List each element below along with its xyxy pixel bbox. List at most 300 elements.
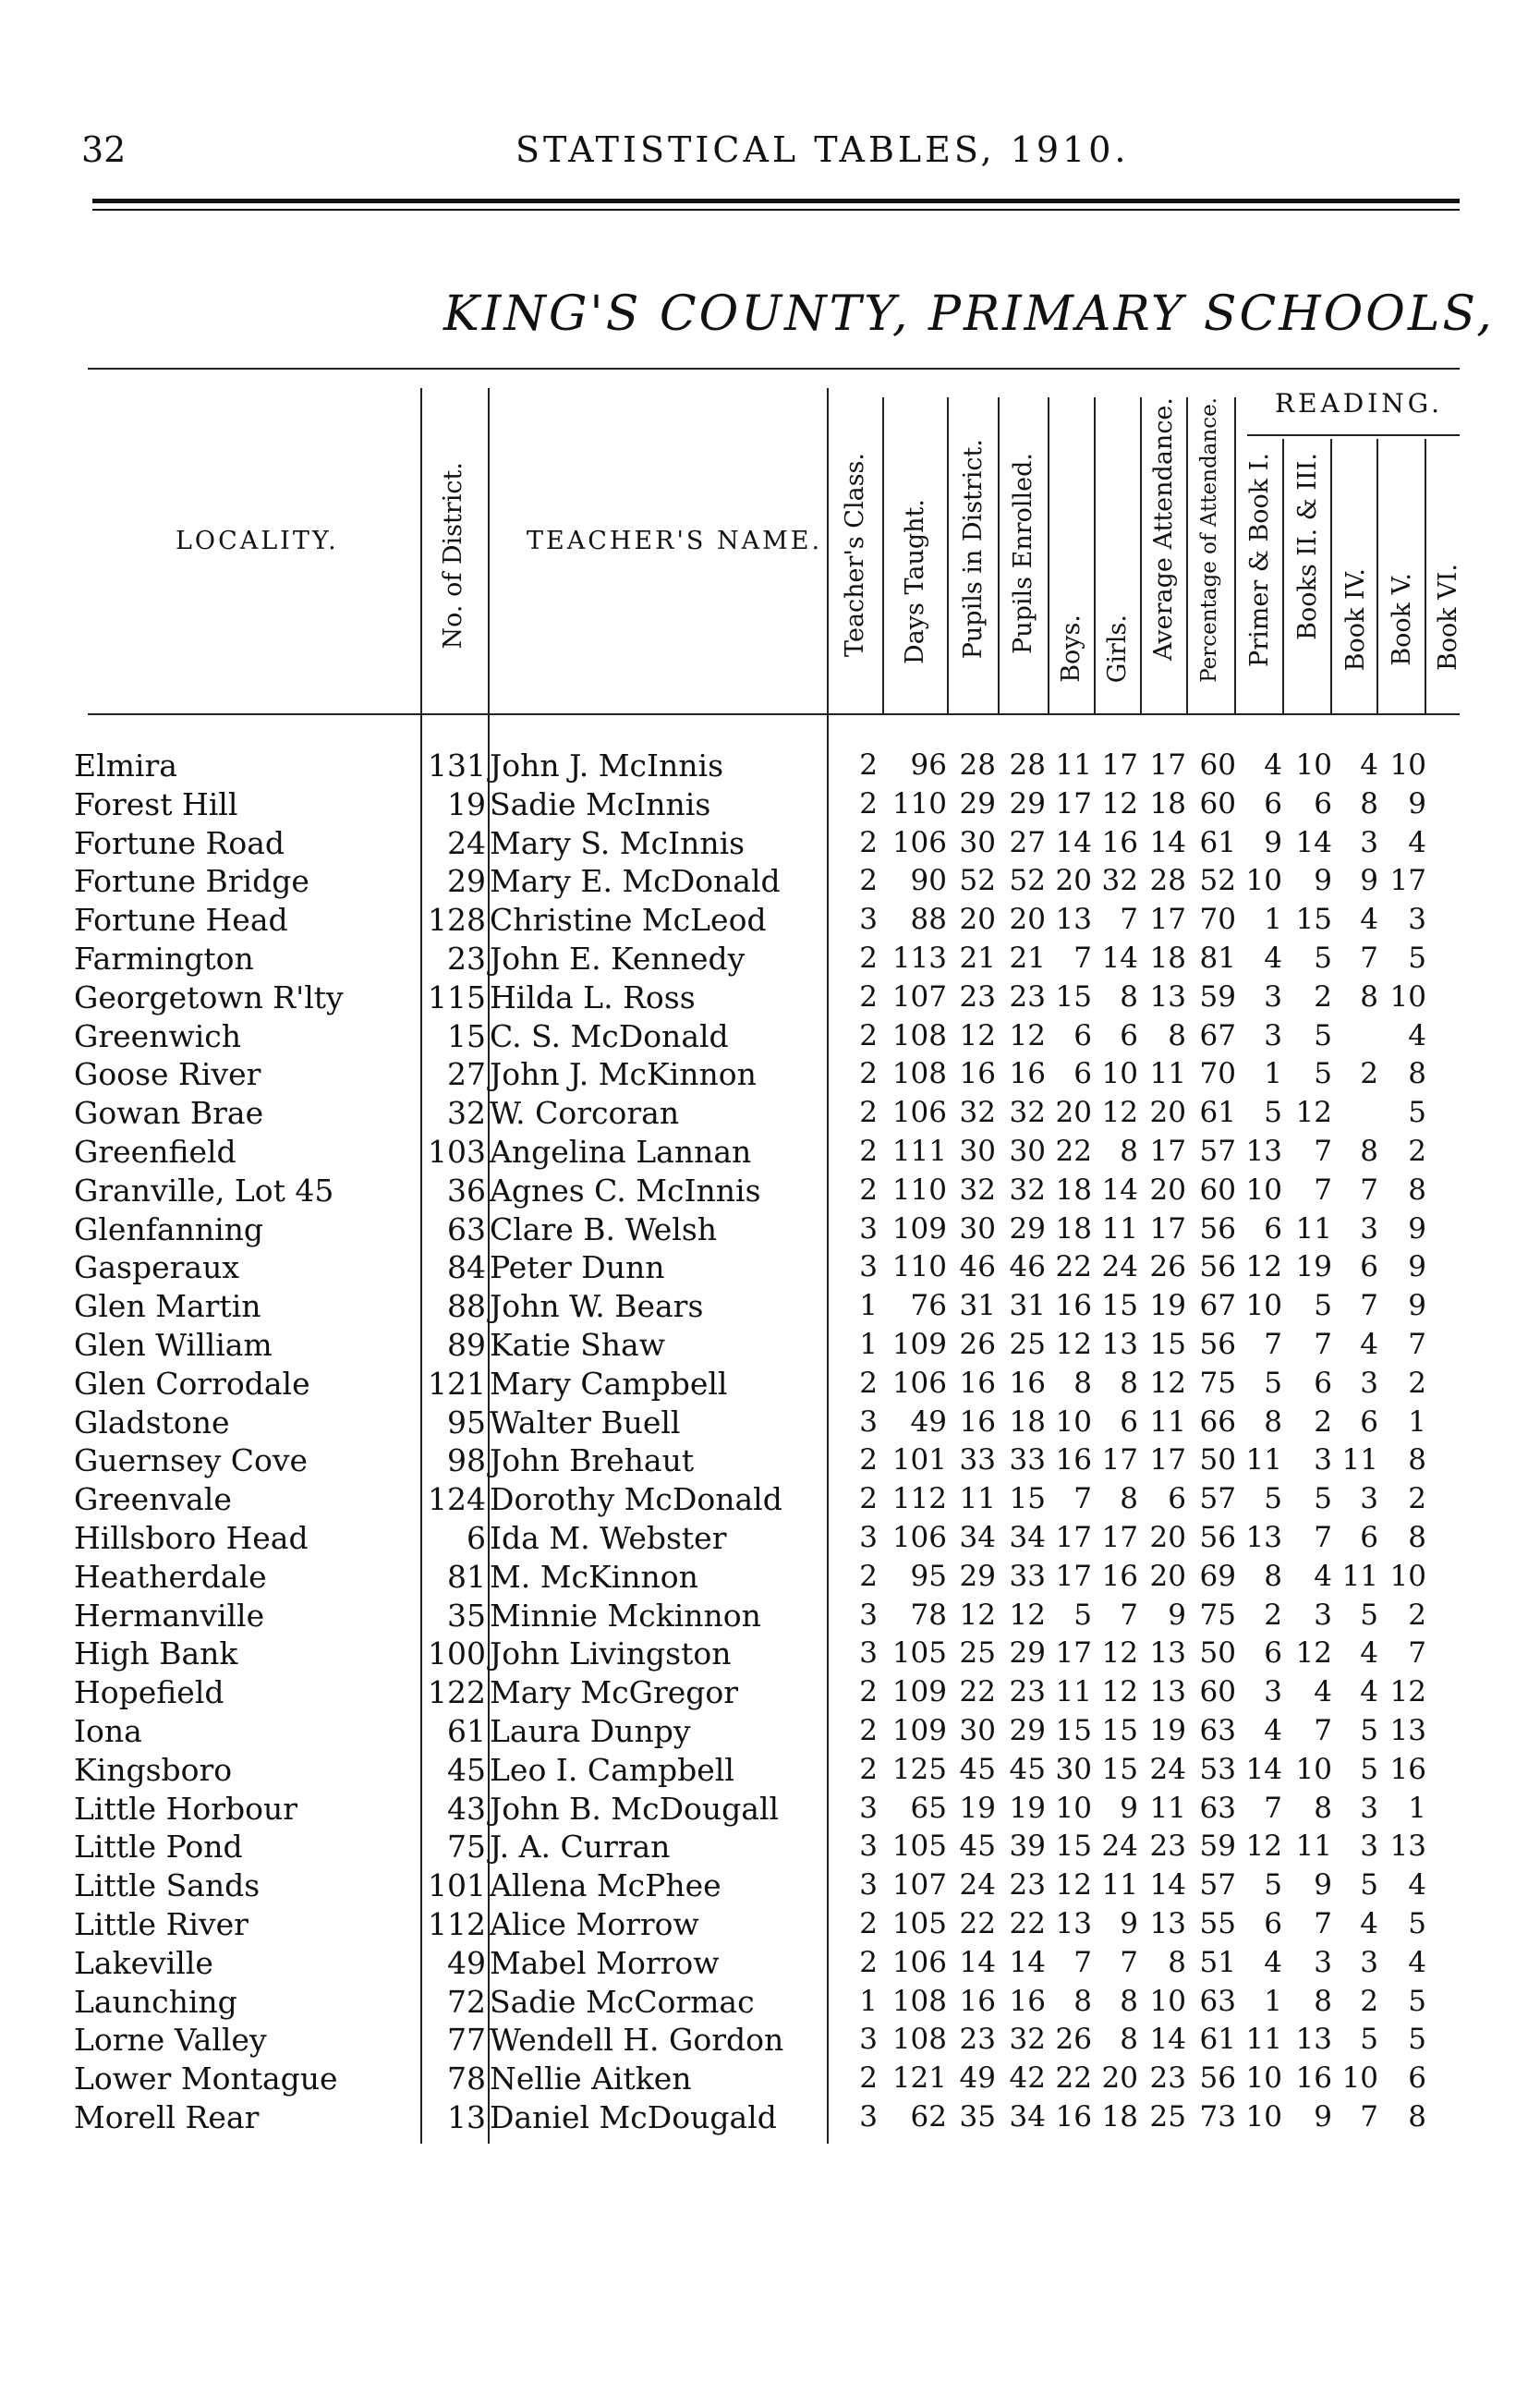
cell-girls: 10 (1101, 1057, 1138, 1091)
table-row (0, 1287, 1540, 1326)
cell-district: 35 (447, 1597, 486, 1634)
cell-district: 101 (428, 1867, 486, 1904)
cell-locality: Guernsey Cove (74, 1442, 309, 1479)
cell-enrolled: 29 (1009, 1636, 1046, 1671)
cell-b23: 5 (1314, 941, 1332, 975)
cell-class: 2 (859, 1559, 878, 1593)
cell-primer: 5 (1264, 1096, 1282, 1130)
cell-b4: 7 (1360, 1173, 1378, 1207)
cell-pct: 66 (1199, 1404, 1236, 1439)
cell-boys: 16 (1055, 1443, 1092, 1477)
cell-district: 122 (428, 1674, 486, 1711)
header-average-attendance: Average Attendance. (1149, 397, 1178, 662)
cell-in-district: 30 (959, 1134, 996, 1168)
cell-enrolled: 12 (1009, 1018, 1046, 1052)
cell-enrolled: 14 (1009, 1945, 1046, 1979)
cell-girls: 24 (1101, 1250, 1138, 1284)
cell-district: 98 (447, 1442, 486, 1479)
cell-enrolled: 18 (1009, 1404, 1046, 1439)
cell-teacher: John E. Kennedy (490, 940, 746, 977)
cell-b4: 5 (1360, 1598, 1378, 1632)
cell-b5: 16 (1389, 1752, 1426, 1786)
cell-class: 2 (859, 1173, 878, 1207)
cell-b23: 8 (1314, 1984, 1332, 2018)
cell-locality: Gasperaux (74, 1249, 239, 1286)
cell-teacher: Christine McLeod (490, 902, 767, 939)
cell-avg: 13 (1149, 1675, 1186, 1709)
cell-days: 106 (891, 1520, 947, 1554)
cell-b4: 3 (1360, 1211, 1378, 1246)
cell-primer: 1 (1264, 1057, 1282, 1091)
cell-locality: Hillsboro Head (74, 1519, 309, 1556)
cell-days: 76 (910, 1289, 947, 1323)
cell-primer: 2 (1264, 1598, 1282, 1632)
cell-girls: 11 (1101, 1211, 1138, 1246)
cell-pct: 56 (1199, 1250, 1236, 1284)
cell-class: 3 (859, 1250, 878, 1284)
cell-pct: 67 (1199, 1289, 1236, 1323)
cell-primer: 3 (1264, 1675, 1282, 1709)
cell-girls: 6 (1120, 1404, 1138, 1439)
cell-b4: 6 (1360, 1250, 1378, 1284)
cell-primer: 14 (1245, 1752, 1282, 1786)
cell-boys: 8 (1073, 1366, 1092, 1400)
cell-in-district: 29 (959, 786, 996, 821)
cell-district: 61 (447, 1712, 486, 1749)
cell-b4: 4 (1360, 1636, 1378, 1671)
cell-primer: 10 (1245, 864, 1282, 898)
cell-boys: 22 (1055, 1134, 1092, 1168)
cell-days: 111 (891, 1134, 947, 1168)
cell-enrolled: 21 (1009, 941, 1046, 975)
cell-district: 23 (447, 940, 486, 977)
cell-locality: Lorne Valley (74, 2022, 267, 2059)
cell-in-district: 31 (959, 1289, 996, 1323)
cell-locality: Fortune Bridge (74, 863, 309, 900)
table-row (0, 1828, 1540, 1866)
cell-b23: 6 (1314, 786, 1332, 821)
cell-boys: 12 (1055, 1327, 1092, 1361)
cell-boys: 16 (1055, 2099, 1092, 2133)
cell-pct: 57 (1199, 1868, 1236, 1903)
cell-b4: 3 (1360, 1791, 1378, 1825)
cell-days: 109 (891, 1713, 947, 1747)
table-row (0, 1365, 1540, 1404)
column-divider (1330, 439, 1332, 713)
cell-b5: 9 (1408, 1250, 1426, 1284)
cell-boys: 26 (1055, 2023, 1092, 2057)
cell-enrolled: 27 (1009, 825, 1046, 859)
cell-pct: 56 (1199, 1520, 1236, 1554)
cell-boys: 13 (1055, 1906, 1092, 1940)
cell-in-district: 14 (959, 1945, 996, 1979)
header-teacher-name: TEACHER'S NAME. (527, 527, 823, 555)
cell-district: 84 (447, 1249, 486, 1286)
cell-b5: 8 (1408, 1173, 1426, 1207)
cell-teacher: Leo I. Campbell (490, 1751, 734, 1788)
table-row (0, 1094, 1540, 1133)
column-divider (947, 397, 949, 713)
cell-pct: 50 (1199, 1443, 1236, 1477)
cell-days: 110 (891, 786, 947, 821)
cell-teacher: Clare B. Welsh (490, 1210, 718, 1247)
cell-avg: 17 (1149, 1443, 1186, 1477)
table-row (0, 1172, 1540, 1210)
cell-pct: 63 (1199, 1713, 1236, 1747)
cell-b5: 4 (1408, 1018, 1426, 1052)
cell-pct: 81 (1199, 941, 1236, 975)
cell-b23: 10 (1295, 1752, 1332, 1786)
column-divider (1048, 397, 1049, 713)
cell-boys: 30 (1055, 1752, 1092, 1786)
cell-girls: 17 (1101, 748, 1138, 782)
cell-in-district: 25 (959, 1636, 996, 1671)
cell-enrolled: 33 (1009, 1559, 1046, 1593)
cell-class: 2 (859, 786, 878, 821)
cell-girls: 8 (1120, 979, 1138, 1014)
table-row (0, 940, 1540, 979)
cell-b5: 9 (1408, 786, 1426, 821)
table-row (0, 785, 1540, 824)
cell-primer: 10 (1245, 1173, 1282, 1207)
cell-b5: 5 (1408, 2023, 1426, 2057)
cell-enrolled: 31 (1009, 1289, 1046, 1323)
cell-b23: 7 (1314, 1906, 1332, 1940)
cell-district: 13 (447, 2098, 486, 2135)
cell-pct: 70 (1199, 903, 1236, 937)
cell-in-district: 46 (959, 1250, 996, 1284)
cell-b23: 3 (1314, 1443, 1332, 1477)
cell-avg: 13 (1149, 1906, 1186, 1940)
cell-in-district: 30 (959, 825, 996, 859)
cell-girls: 16 (1101, 1559, 1138, 1593)
cell-b5: 7 (1408, 1636, 1426, 1671)
cell-class: 2 (859, 1945, 878, 1979)
cell-class: 2 (859, 864, 878, 898)
cell-days: 78 (910, 1598, 947, 1632)
cell-b5: 5 (1408, 1984, 1426, 2018)
cell-locality: Granville, Lot 45 (74, 1172, 334, 1209)
cell-b4: 3 (1360, 1945, 1378, 1979)
cell-primer: 6 (1264, 1906, 1282, 1940)
cell-b4: 7 (1360, 941, 1378, 975)
cell-pct: 61 (1199, 825, 1236, 859)
cell-locality: Heatherdale (74, 1558, 267, 1595)
cell-avg: 17 (1149, 1211, 1186, 1246)
cell-pct: 50 (1199, 1636, 1236, 1671)
cell-b23: 2 (1314, 979, 1332, 1014)
cell-days: 105 (891, 1830, 947, 1864)
cell-girls: 15 (1101, 1289, 1138, 1323)
cell-in-district: 32 (959, 1096, 996, 1130)
cell-b5: 1 (1408, 1404, 1426, 1439)
cell-pct: 75 (1199, 1598, 1236, 1632)
cell-girls: 8 (1120, 1366, 1138, 1400)
cell-b5: 4 (1408, 1868, 1426, 1903)
column-divider (1425, 439, 1426, 713)
cell-b23: 16 (1295, 2061, 1332, 2096)
cell-teacher: M. McKinnon (490, 1558, 698, 1595)
cell-district: 75 (447, 1829, 486, 1866)
cell-district: 121 (428, 1365, 486, 1402)
cell-girls: 13 (1101, 1327, 1138, 1361)
cell-teacher: John J. McKinnon (490, 1056, 757, 1093)
cell-boys: 14 (1055, 825, 1092, 859)
table-body (0, 747, 1540, 2137)
cell-enrolled: 29 (1009, 1211, 1046, 1246)
cell-class: 1 (859, 1327, 878, 1361)
cell-district: 89 (447, 1326, 486, 1363)
cell-in-district: 22 (959, 1906, 996, 1940)
cell-b23: 10 (1295, 748, 1332, 782)
cell-district: 100 (428, 1635, 486, 1672)
cell-boys: 17 (1055, 786, 1092, 821)
cell-avg: 25 (1149, 2099, 1186, 2133)
header-books-2-3: Books II. & III. (1293, 453, 1322, 640)
cell-pct: 56 (1199, 1327, 1236, 1361)
cell-district: 72 (447, 1983, 486, 2020)
table-row (0, 1905, 1540, 1944)
cell-boys: 7 (1073, 1482, 1092, 1516)
cell-b5: 5 (1408, 1906, 1426, 1940)
cell-avg: 10 (1149, 1984, 1186, 2018)
cell-days: 125 (891, 1752, 947, 1786)
cell-teacher: Mary E. McDonald (490, 863, 781, 900)
cell-district: 103 (428, 1133, 486, 1170)
cell-avg: 20 (1149, 1173, 1186, 1207)
cell-b4: 7 (1360, 1289, 1378, 1323)
cell-teacher: John Brehaut (490, 1442, 695, 1479)
cell-days: 108 (891, 2023, 947, 2057)
cell-days: 112 (891, 1482, 947, 1516)
table-row (0, 747, 1540, 785)
cell-pct: 57 (1199, 1134, 1236, 1168)
column-divider (998, 397, 1000, 713)
cell-teacher: Allena McPhee (490, 1867, 721, 1904)
cell-enrolled: 29 (1009, 786, 1046, 821)
header-reading: READING. (1275, 388, 1444, 419)
cell-class: 2 (859, 1057, 878, 1091)
cell-in-district: 29 (959, 1559, 996, 1593)
cell-district: 63 (447, 1210, 486, 1247)
cell-b23: 3 (1314, 1598, 1332, 1632)
cell-locality: Iona (74, 1712, 142, 1749)
table-row (0, 1944, 1540, 1983)
cell-pct: 70 (1199, 1057, 1236, 1091)
table-row (0, 1673, 1540, 1712)
header-book-4: Book IV. (1341, 568, 1370, 672)
cell-girls: 20 (1101, 2061, 1138, 2096)
cell-enrolled: 16 (1009, 1984, 1046, 2018)
cell-teacher: Sadie McCormac (490, 1983, 755, 2020)
cell-primer: 12 (1245, 1250, 1282, 1284)
cell-avg: 17 (1149, 1134, 1186, 1168)
cell-teacher: Laura Dunpy (490, 1712, 691, 1749)
cell-pct: 56 (1199, 1211, 1236, 1246)
cell-in-district: 16 (959, 1404, 996, 1439)
cell-locality: Little Pond (74, 1829, 243, 1866)
cell-teacher: Katie Shaw (490, 1326, 665, 1363)
cell-teacher: Nellie Aitken (490, 2061, 692, 2097)
cell-teacher: John Livingston (490, 1635, 732, 1672)
cell-teacher: Alice Morrow (490, 1905, 699, 1942)
table-row (0, 1597, 1540, 1635)
table-row (0, 1326, 1540, 1365)
cell-enrolled: 22 (1009, 1906, 1046, 1940)
cell-girls: 8 (1120, 1984, 1138, 2018)
cell-teacher: Mary McGregor (490, 1674, 739, 1711)
cell-pct: 61 (1199, 2023, 1236, 2057)
cell-avg: 19 (1149, 1713, 1186, 1747)
cell-b5: 13 (1389, 1830, 1426, 1864)
cell-days: 62 (910, 2099, 947, 2133)
cell-b23: 7 (1314, 1173, 1332, 1207)
table-row (0, 824, 1540, 863)
cell-b23: 9 (1314, 1868, 1332, 1903)
cell-b5: 2 (1408, 1482, 1426, 1516)
cell-boys: 10 (1055, 1404, 1092, 1439)
cell-b4: 6 (1360, 1520, 1378, 1554)
cell-girls: 15 (1101, 1752, 1138, 1786)
cell-days: 109 (891, 1327, 947, 1361)
cell-teacher: Agnes C. McInnis (490, 1172, 761, 1209)
cell-b5: 7 (1408, 1327, 1426, 1361)
cell-locality: Greenwich (74, 1017, 241, 1054)
cell-avg: 11 (1149, 1791, 1186, 1825)
cell-b4: 6 (1360, 1404, 1378, 1439)
cell-enrolled: 23 (1009, 1868, 1046, 1903)
header-pupils-in-district: Pupils in District. (959, 439, 988, 660)
cell-in-district: 35 (959, 2099, 996, 2133)
cell-b5: 12 (1389, 1675, 1426, 1709)
cell-in-district: 19 (959, 1791, 996, 1825)
cell-locality: Gladstone (74, 1404, 230, 1441)
cell-b5: 9 (1408, 1289, 1426, 1323)
column-divider (882, 397, 884, 713)
cell-b4: 11 (1341, 1559, 1378, 1593)
cell-avg: 14 (1149, 2023, 1186, 2057)
cell-girls: 15 (1101, 1713, 1138, 1747)
cell-avg: 18 (1149, 786, 1186, 821)
cell-girls: 12 (1101, 786, 1138, 821)
cell-class: 2 (859, 2061, 878, 2096)
cell-b23: 8 (1314, 1791, 1332, 1825)
cell-locality: Forest Hill (74, 785, 238, 822)
cell-teacher: Minnie Mckinnon (490, 1597, 761, 1634)
header-rule-heavy (92, 199, 1460, 203)
cell-enrolled: 28 (1009, 748, 1046, 782)
cell-in-district: 16 (959, 1366, 996, 1400)
cell-primer: 8 (1264, 1404, 1282, 1439)
cell-class: 1 (859, 1984, 878, 2018)
cell-girls: 11 (1101, 1868, 1138, 1903)
cell-district: 27 (447, 1056, 486, 1093)
cell-boys: 22 (1055, 1250, 1092, 1284)
cell-b5: 5 (1408, 1096, 1426, 1130)
cell-district: 78 (447, 2061, 486, 2097)
table-row (0, 1558, 1540, 1597)
cell-pct: 61 (1199, 1096, 1236, 1130)
cell-days: 109 (891, 1675, 947, 1709)
cell-b4: 3 (1360, 1830, 1378, 1864)
cell-avg: 23 (1149, 2061, 1186, 2096)
cell-boys: 10 (1055, 1791, 1092, 1825)
cell-locality: Greenfield (74, 1133, 236, 1170)
cell-teacher: Peter Dunn (490, 1249, 665, 1286)
cell-locality: Elmira (74, 748, 177, 784)
cell-enrolled: 39 (1009, 1830, 1046, 1864)
cell-in-district: 11 (959, 1482, 996, 1516)
cell-b4: 8 (1360, 786, 1378, 821)
cell-b4: 2 (1360, 1984, 1378, 2018)
cell-teacher: Angelina Lannan (490, 1133, 752, 1170)
cell-class: 3 (859, 1791, 878, 1825)
cell-b5: 13 (1389, 1713, 1426, 1747)
cell-b4: 5 (1360, 1752, 1378, 1786)
cell-b4: 8 (1360, 979, 1378, 1014)
cell-primer: 4 (1264, 1713, 1282, 1747)
cell-teacher: Wendell H. Gordon (490, 2022, 784, 2059)
cell-primer: 1 (1264, 903, 1282, 937)
cell-girls: 17 (1101, 1443, 1138, 1477)
cell-district: 43 (447, 1790, 486, 1827)
cell-primer: 6 (1264, 786, 1282, 821)
table-row (0, 1404, 1540, 1442)
cell-avg: 28 (1149, 864, 1186, 898)
cell-class: 2 (859, 1134, 878, 1168)
table-row (0, 1790, 1540, 1829)
cell-teacher: Walter Buell (490, 1404, 681, 1441)
cell-days: 106 (891, 825, 947, 859)
cell-b23: 5 (1314, 1018, 1332, 1052)
cell-in-district: 45 (959, 1830, 996, 1864)
cell-in-district: 32 (959, 1173, 996, 1207)
cell-enrolled: 52 (1009, 864, 1046, 898)
cell-class: 2 (859, 1482, 878, 1516)
cell-b4: 9 (1360, 864, 1378, 898)
cell-avg: 17 (1149, 903, 1186, 937)
cell-b23: 7 (1314, 1713, 1332, 1747)
cell-district: 19 (447, 785, 486, 822)
cell-primer: 10 (1245, 2061, 1282, 2096)
cell-teacher: C. S. McDonald (490, 1017, 729, 1054)
table-row (0, 1983, 1540, 2022)
cell-primer: 4 (1264, 1945, 1282, 1979)
cell-pct: 60 (1199, 1675, 1236, 1709)
cell-b23: 6 (1314, 1366, 1332, 1400)
cell-boys: 12 (1055, 1868, 1092, 1903)
cell-avg: 15 (1149, 1327, 1186, 1361)
cell-class: 3 (859, 1520, 878, 1554)
cell-pct: 51 (1199, 1945, 1236, 1979)
cell-pct: 63 (1199, 1791, 1236, 1825)
cell-locality: Little Sands (74, 1867, 261, 1904)
cell-pct: 60 (1199, 1173, 1236, 1207)
cell-boys: 18 (1055, 1173, 1092, 1207)
cell-primer: 9 (1264, 825, 1282, 859)
table-row (0, 979, 1540, 1017)
cell-pct: 52 (1199, 864, 1236, 898)
cell-girls: 24 (1101, 1830, 1138, 1864)
cell-district: 115 (428, 979, 486, 1015)
running-title: STATISTICAL TABLES, 1910. (515, 129, 1130, 170)
table-row (0, 2060, 1540, 2098)
cell-b23: 9 (1314, 864, 1332, 898)
cell-in-district: 28 (959, 748, 996, 782)
cell-b4: 4 (1360, 748, 1378, 782)
cell-b23: 14 (1295, 825, 1332, 859)
cell-boys: 15 (1055, 979, 1092, 1014)
